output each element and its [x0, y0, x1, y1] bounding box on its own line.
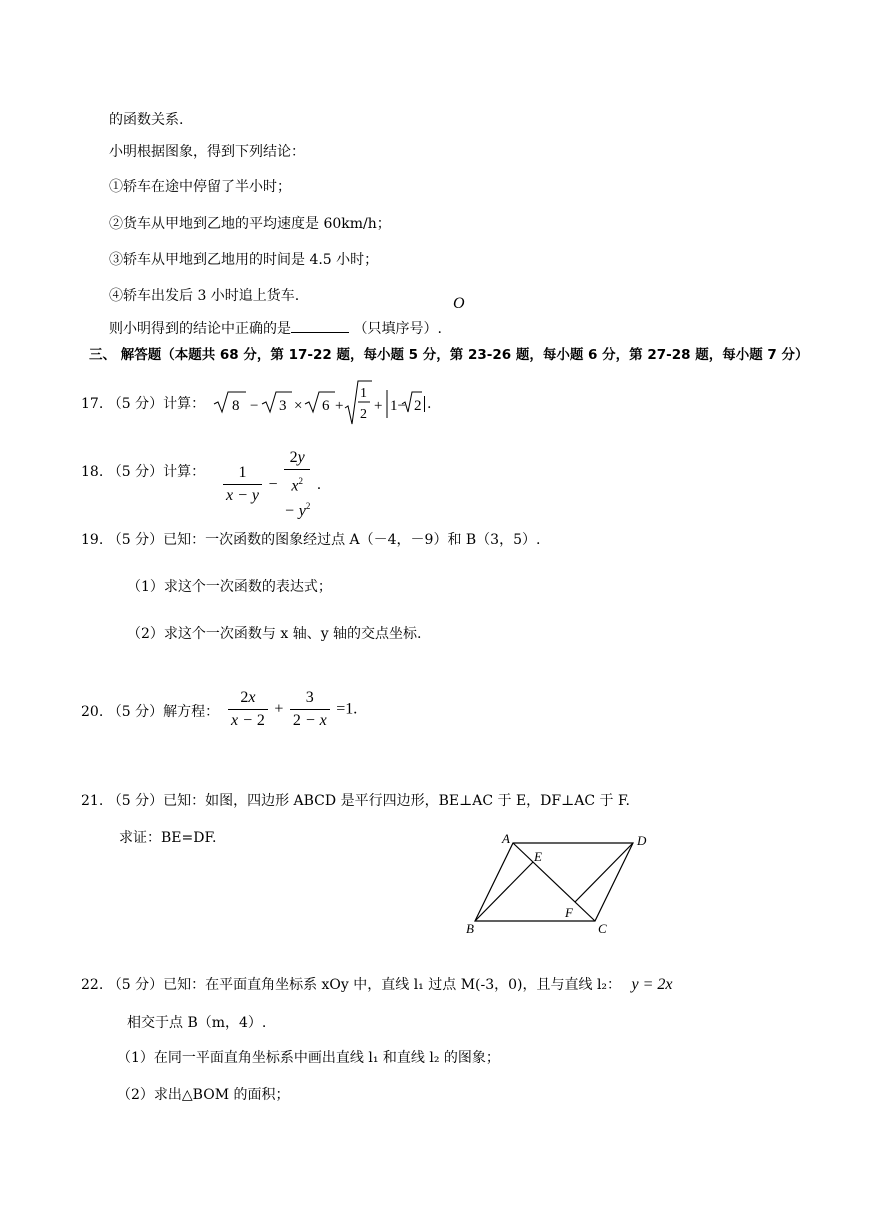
q16-conclusion-2: ②货车从甲地到乙地的平均速度是 60km/h；: [109, 216, 391, 232]
q16-tail-line-1: 的函数关系.: [109, 112, 184, 128]
q17-end: [424, 394, 431, 414]
svg-text:1−: 1−: [390, 398, 406, 414]
q16-question-post: （只填序号）.: [353, 321, 442, 337]
svg-text:1: 1: [360, 386, 367, 401]
q16-tail-line-2: 小明根据图象，得到下列结论：: [109, 144, 305, 160]
q19-part-1: （1）求这个一次函数的表达式；: [127, 579, 332, 595]
q22-label: [81, 975, 673, 995]
q18-expression: $\frac{1}{x - y}$ − 2y $x^2$ − $y^2$ .: [221, 448, 321, 522]
q20-rhs: =1.: [336, 700, 358, 718]
q18-fraction-1: $\frac{1}{x - y}$: [223, 463, 262, 506]
svg-text:3: 3: [279, 398, 287, 414]
q19-part-2: （2）求这个一次函数与 x 轴、y 轴的交点坐标.: [127, 626, 422, 642]
q20-fraction-1: $\frac{2x}{x - 2}$: [228, 688, 268, 731]
section-3-heading: 三、 解答题（本题共 68 分，第 17-22 题，每小题 5 分，第 23-26 题，每小题 6 分，第 27-28 题，每小题 7 分）: [89, 347, 809, 363]
q16-conclusion-1: ①轿车在途中停留了半小时；: [109, 179, 291, 195]
q17-end-dot: .: [424, 396, 431, 412]
segment-be: [475, 862, 533, 921]
q18-label: 18. （5 分）计算：: [81, 464, 206, 480]
q21-prove: 求证：BE=DF.: [119, 830, 217, 846]
label-d: D: [637, 833, 647, 848]
q20-expression: $\frac{2x}{x - 2}$ + $\frac{3}{2 - x}$ =1.: [226, 688, 357, 731]
q16-question: [109, 318, 442, 339]
q20-label: 20. （5 分）解方程：: [81, 704, 220, 720]
svg-text:+: +: [335, 398, 344, 414]
q22-equation: y = 2x: [631, 976, 673, 993]
label-c: C: [598, 921, 607, 936]
svg-text:8: 8: [232, 398, 240, 414]
q18-fraction-2: 2y $x^2$ − $y^2$: [283, 449, 311, 520]
svg-text:6: 6: [322, 398, 330, 414]
label-e: E: [534, 849, 542, 864]
svg-text:×: ×: [294, 398, 303, 414]
q19-label: 19. （5 分）已知：一次函数的图象经过点 A（－4，－9）和 B（3，5）.: [81, 532, 541, 548]
q18-end: .: [316, 476, 322, 493]
segment-df: [575, 843, 633, 902]
q17-label: 17. （5 分）计算：: [81, 396, 206, 412]
q16-conclusion-4: ④轿车出发后 3 小时追上货车.: [109, 288, 300, 304]
q22-line-2: 相交于点 B（m，4）.: [127, 1015, 267, 1031]
q21-label: 21. （5 分）已知：如图，四边形 ABCD 是平行四边形，BE⊥AC 于 E，DF⊥AC 于 F.: [81, 793, 630, 809]
stray-label-o: O: [453, 295, 465, 312]
svg-text:−: −: [250, 398, 259, 414]
label-f: F: [565, 905, 573, 920]
svg-text:+: +: [374, 398, 383, 414]
q22-part-1: （1）在同一平面直角坐标系中画出直线 l₁ 和直线 l₂ 的图象；: [117, 1050, 500, 1066]
svg-text:2: 2: [360, 407, 367, 422]
q22-text: 22. （5 分）已知：在平面直角坐标系 xOy 中，直线 l₁ 过点 M(-3，0)，且与直线 l₂：: [81, 977, 622, 993]
svg-text:2: 2: [414, 398, 422, 414]
label-b: B: [466, 921, 474, 936]
q17-expression: [212, 378, 422, 428]
q16-question-pre: 则小明得到的结论中正确的是: [109, 321, 291, 337]
answer-blank: [291, 318, 349, 333]
q16-conclusion-3: ③轿车从甲地到乙地用的时间是 4.5 小时；: [109, 252, 379, 268]
label-a: A: [502, 831, 510, 846]
diagonal-ac: [513, 843, 595, 921]
parallelogram-figure: [460, 830, 660, 940]
q20-fraction-2: $\frac{3}{2 - x}$: [290, 688, 330, 731]
q22-part-2: （2）求出△BOM 的面积；: [117, 1087, 290, 1103]
